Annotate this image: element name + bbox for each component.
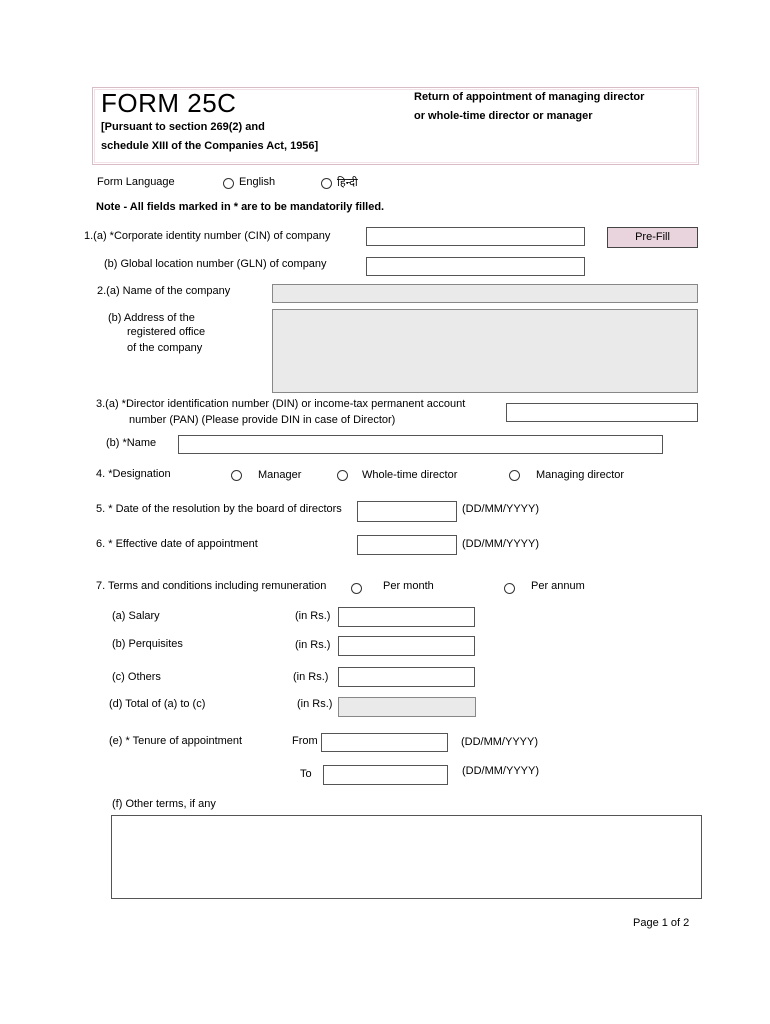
tenure-from-format: (DD/MM/YYYY) — [461, 736, 538, 748]
salary-label: (a) Salary — [112, 610, 160, 622]
designation-label: 4. *Designation — [96, 468, 171, 480]
salary-input[interactable] — [338, 607, 475, 627]
per-annum-radio[interactable] — [504, 583, 515, 594]
language-english-label: English — [239, 176, 276, 188]
resolution-date-label: 5. * Date of the resolution by the board of directors — [96, 503, 342, 515]
language-english-radio[interactable] — [223, 178, 234, 189]
language-hindi-label: हिन्दी — [337, 177, 358, 189]
perquisites-input[interactable] — [338, 636, 475, 656]
tenure-to-input[interactable] — [323, 765, 448, 785]
tenure-to-label: To — [300, 768, 312, 780]
other-terms-label: (f) Other terms, if any — [112, 798, 216, 810]
other-terms-textarea[interactable] — [111, 815, 702, 899]
cin-input[interactable] — [366, 227, 585, 246]
page-number: Page 1 of 2 — [633, 917, 690, 929]
others-unit: (in Rs.) — [293, 671, 329, 683]
director-name-label: (b) *Name — [106, 437, 157, 449]
effective-date-format: (DD/MM/YYYY) — [462, 538, 539, 550]
tenure-from-input[interactable] — [321, 733, 448, 752]
designation-md-radio[interactable] — [509, 470, 520, 481]
resolution-date-input[interactable] — [357, 501, 457, 522]
prefill-button[interactable]: Pre-Fill — [607, 227, 698, 248]
resolution-date-format: (DD/MM/YYYY) — [462, 503, 539, 515]
tenure-from-label: From — [292, 735, 318, 747]
salary-unit: (in Rs.) — [295, 610, 331, 622]
din-input[interactable] — [506, 403, 698, 422]
address-label-line-3: of the company — [127, 342, 203, 354]
per-annum-label: Per annum — [531, 580, 585, 592]
designation-md-label: Managing director — [536, 469, 625, 481]
tenure-to-format: (DD/MM/YYYY) — [462, 765, 539, 777]
others-input[interactable] — [338, 667, 475, 687]
din-label-line-1: 3.(a) *Director identification number (DIN) or income-tax permanent account — [96, 398, 466, 410]
remuneration-label: 7. Terms and conditions including remuneration — [96, 580, 327, 592]
designation-wtd-label: Whole-time director — [362, 469, 458, 481]
others-label: (c) Others — [112, 671, 161, 683]
address-label-line-2: registered office — [127, 326, 206, 338]
total-unit: (in Rs.) — [297, 698, 333, 710]
total-field — [338, 697, 476, 717]
company-name-field[interactable] — [272, 284, 698, 303]
cin-label: 1.(a) *Corporate identity number (CIN) of company — [84, 230, 331, 242]
address-label-line-1: (b) Address of the — [108, 312, 195, 324]
form-language-label: Form Language — [97, 176, 175, 188]
designation-wtd-radio[interactable] — [337, 470, 348, 481]
pursuant-line-2: schedule XIII of the Companies Act, 1956] — [101, 140, 319, 152]
tenure-label: (e) * Tenure of appointment — [109, 735, 243, 747]
perquisites-label: (b) Perquisites — [112, 638, 183, 650]
company-name-label: 2.(a) Name of the company — [97, 285, 231, 297]
form-title-line-2: or whole-time director or manager — [414, 110, 593, 122]
form-number: FORM 25C — [101, 88, 237, 118]
gln-label: (b) Global location number (GLN) of company — [104, 258, 327, 270]
designation-manager-label: Manager — [258, 469, 302, 481]
effective-date-label: 6. * Effective date of appointment — [96, 538, 258, 550]
din-label-line-2: number (PAN) (Please provide DIN in case of Director) — [129, 414, 396, 426]
language-hindi-radio[interactable] — [321, 178, 332, 189]
designation-manager-radio[interactable] — [231, 470, 242, 481]
pursuant-line-1: [Pursuant to section 269(2) and — [101, 121, 265, 133]
total-label: (d) Total of (a) to (c) — [109, 698, 206, 710]
registered-office-address-field[interactable] — [272, 309, 698, 393]
form-title-line-1: Return of appointment of managing director — [414, 91, 645, 103]
gln-input[interactable] — [366, 257, 585, 276]
mandatory-note: Note - All fields marked in * are to be mandatorily filled. — [96, 201, 385, 213]
perquisites-unit: (in Rs.) — [295, 639, 331, 651]
director-name-input[interactable] — [178, 435, 663, 454]
per-month-radio[interactable] — [351, 583, 362, 594]
effective-date-input[interactable] — [357, 535, 457, 555]
per-month-label: Per month — [383, 580, 434, 592]
